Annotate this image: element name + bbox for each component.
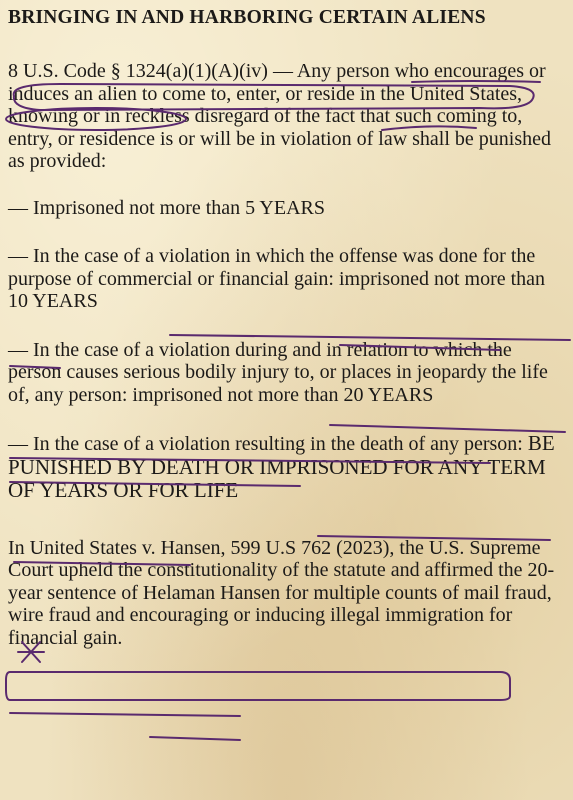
statute-intro: 8 U.S. Code § 1324(a)(1)(A)(iv) — Any person who encourages or induces an alien to come to, enter, or reside in the United States, knowing or in reckless disregard of the fact that such coming to, entry, or residence is or will be in violation of law shall be punished as provided: <box>8 60 552 172</box>
case-note: In United States v. Hansen, 599 U.S 762 (2023), the U.S. Supreme Court upheld the constitutionality of the statute and affirmed the 20-year sentence of Helaman Hansen for multiple counts of mail fraud, wire fraud and encouraging or inducing illegal immigration for financial gain. <box>8 536 555 649</box>
penalty-20-years: — In the case of a violation during and in relation to which the person causes serious bodily injury to, or places in jeopardy the life of, any person: imprisoned not more than 20 YEARS <box>8 338 548 406</box>
death-clause-lead: — In the case of a violation resulting in the death of any person: <box>8 433 528 455</box>
death-clause-caps: BE PUNISHED BY DEATH OR IMPRISONED FOR ANY TERM OF YEARS OR FOR LIFE <box>8 431 555 502</box>
penalty-death <box>8 432 567 503</box>
penalty-10-years: — In the case of a violation in which the offense was done for the purpose of commercial or financial gain: imprisoned not more than 10 YEARS <box>8 245 546 312</box>
document-title: BRINGING IN AND HARBORING CERTAIN ALIENS <box>8 7 486 28</box>
penalty-5-years: — Imprisoned not more than 5 YEARS <box>8 196 326 219</box>
